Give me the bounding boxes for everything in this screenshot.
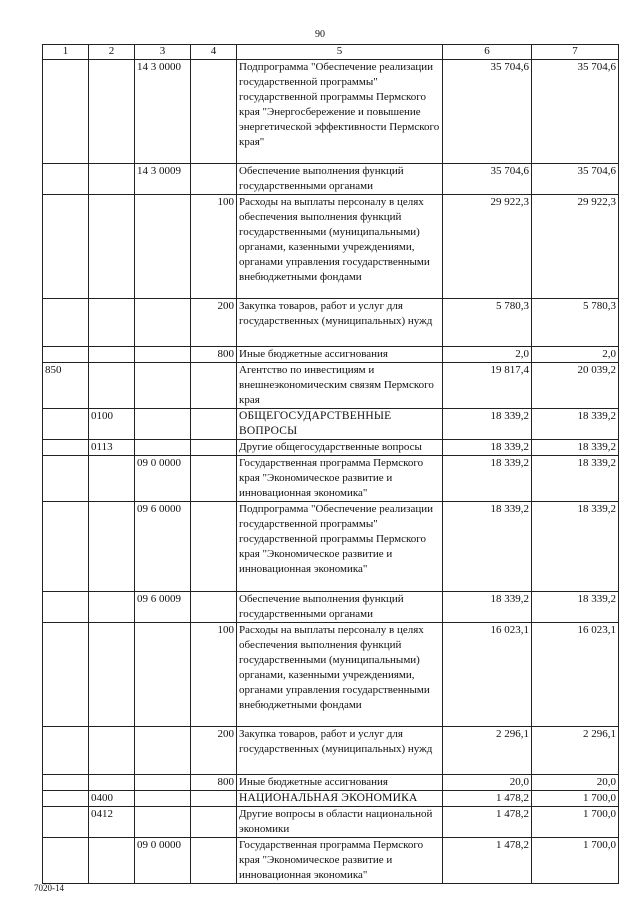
col-5-name: Государственная программа Пермского края "Экономическое развитие и инновационная экономика" xyxy=(237,456,443,502)
col-2-section xyxy=(89,502,135,592)
col-2-section: 0400 xyxy=(89,791,135,807)
col-7-amount: 35 704,6 xyxy=(532,164,619,195)
col-3-target-article: 14 3 0009 xyxy=(135,164,191,195)
col-7-amount: 18 339,2 xyxy=(532,440,619,456)
col-6-amount: 35 704,6 xyxy=(443,60,532,164)
col-1-code: 850 xyxy=(43,363,89,409)
col-4-expense-type xyxy=(191,838,237,884)
col-6-amount: 5 780,3 xyxy=(443,299,532,347)
budget-table xyxy=(42,44,619,884)
col-5-name: Обеспечение выполнения функций государственными органами xyxy=(237,592,443,623)
column-header-4: 4 xyxy=(191,45,237,60)
col-3-target-article: 09 0 0000 xyxy=(135,838,191,884)
col-6-amount: 18 339,2 xyxy=(443,592,532,623)
col-5-name: Закупка товаров, работ и услуг для государственных (муниципальных) нужд xyxy=(237,299,443,347)
table-row xyxy=(43,791,619,807)
col-3-target-article: 14 3 0000 xyxy=(135,60,191,164)
table-row xyxy=(43,347,619,363)
col-2-section xyxy=(89,299,135,347)
col-3-target-article xyxy=(135,347,191,363)
col-3-target-article: 09 0 0000 xyxy=(135,456,191,502)
col-1-code xyxy=(43,623,89,727)
column-header-2: 2 xyxy=(89,45,135,60)
col-4-expense-type xyxy=(191,456,237,502)
col-1-code xyxy=(43,409,89,440)
col-6-amount: 16 023,1 xyxy=(443,623,532,727)
col-5-name: Другие вопросы в области национальной экономики xyxy=(237,807,443,838)
table-body xyxy=(43,60,619,884)
col-3-target-article xyxy=(135,791,191,807)
col-7-amount: 18 339,2 xyxy=(532,502,619,592)
col-1-code xyxy=(43,592,89,623)
table-row xyxy=(43,440,619,456)
col-2-section xyxy=(89,592,135,623)
col-3-target-article xyxy=(135,727,191,775)
col-6-amount: 2,0 xyxy=(443,347,532,363)
col-4-expense-type: 200 xyxy=(191,299,237,347)
col-6-amount: 1 478,2 xyxy=(443,807,532,838)
col-2-section xyxy=(89,727,135,775)
col-5-name: Обеспечение выполнения функций государственными органами xyxy=(237,164,443,195)
table-row xyxy=(43,502,619,592)
col-4-expense-type: 100 xyxy=(191,195,237,299)
col-4-expense-type xyxy=(191,807,237,838)
col-2-section xyxy=(89,195,135,299)
col-6-amount: 29 922,3 xyxy=(443,195,532,299)
col-7-amount: 16 023,1 xyxy=(532,623,619,727)
col-2-section xyxy=(89,363,135,409)
col-3-target-article xyxy=(135,807,191,838)
col-3-target-article: 09 6 0009 xyxy=(135,592,191,623)
col-1-code xyxy=(43,195,89,299)
col-2-section xyxy=(89,164,135,195)
col-3-target-article xyxy=(135,623,191,727)
col-7-amount: 35 704,6 xyxy=(532,60,619,164)
table-row xyxy=(43,456,619,502)
col-5-name: Подпрограмма "Обеспечение реализации государственной программы" государственной программы Пермского края "Энергосбережение и повышение энергетической эффективности Пермского края" xyxy=(237,60,443,164)
table-row xyxy=(43,775,619,791)
col-2-section xyxy=(89,623,135,727)
col-1-code xyxy=(43,727,89,775)
col-2-section: 0100 xyxy=(89,409,135,440)
table-row xyxy=(43,299,619,347)
col-3-target-article xyxy=(135,409,191,440)
table-row xyxy=(43,195,619,299)
col-5-name: НАЦИОНАЛЬНАЯ ЭКОНОМИКА xyxy=(237,791,443,807)
col-5-name: ОБЩЕГОСУДАРСТВЕННЫЕ ВОПРОСЫ xyxy=(237,409,443,440)
col-3-target-article xyxy=(135,440,191,456)
col-5-name: Расходы на выплаты персоналу в целях обеспечения выполнения функций государственными (муниципальными) органами, казенными учреждениями, органами управления государственными внебюджетными фондами xyxy=(237,195,443,299)
col-7-amount: 29 922,3 xyxy=(532,195,619,299)
column-header-6: 6 xyxy=(443,45,532,60)
col-7-amount: 2,0 xyxy=(532,347,619,363)
col-1-code xyxy=(43,502,89,592)
col-6-amount: 2 296,1 xyxy=(443,727,532,775)
col-3-target-article xyxy=(135,775,191,791)
col-1-code xyxy=(43,791,89,807)
col-4-expense-type xyxy=(191,592,237,623)
col-1-code xyxy=(43,347,89,363)
col-1-code xyxy=(43,775,89,791)
col-6-amount: 19 817,4 xyxy=(443,363,532,409)
col-5-name: Агентство по инвестициям и внешнеэкономическим связям Пермского края xyxy=(237,363,443,409)
col-1-code xyxy=(43,807,89,838)
col-2-section xyxy=(89,456,135,502)
col-1-code xyxy=(43,299,89,347)
col-7-amount: 5 780,3 xyxy=(532,299,619,347)
col-1-code xyxy=(43,60,89,164)
col-7-amount: 18 339,2 xyxy=(532,456,619,502)
col-6-amount: 20,0 xyxy=(443,775,532,791)
col-4-expense-type xyxy=(191,60,237,164)
table-row xyxy=(43,623,619,727)
col-6-amount: 1 478,2 xyxy=(443,791,532,807)
col-6-amount: 1 478,2 xyxy=(443,838,532,884)
col-5-name: Расходы на выплаты персоналу в целях обеспечения выполнения функций государственными (муниципальными) органами, казенными учреждениями, органами управления государственными внебюджетными фондами xyxy=(237,623,443,727)
col-7-amount: 2 296,1 xyxy=(532,727,619,775)
col-2-section xyxy=(89,60,135,164)
col-2-section: 0412 xyxy=(89,807,135,838)
page-number: 90 xyxy=(315,29,325,40)
col-4-expense-type xyxy=(191,409,237,440)
col-4-expense-type xyxy=(191,791,237,807)
col-4-expense-type: 800 xyxy=(191,347,237,363)
table-row xyxy=(43,592,619,623)
col-4-expense-type xyxy=(191,363,237,409)
table-row xyxy=(43,409,619,440)
col-6-amount: 18 339,2 xyxy=(443,456,532,502)
col-4-expense-type: 200 xyxy=(191,727,237,775)
column-header-3: 3 xyxy=(135,45,191,60)
col-5-name: Подпрограмма "Обеспечение реализации государственной программы" государственной программы Пермского края "Экономическое развитие и инновационная экономика" xyxy=(237,502,443,592)
col-7-amount: 20 039,2 xyxy=(532,363,619,409)
col-4-expense-type xyxy=(191,502,237,592)
col-6-amount: 18 339,2 xyxy=(443,502,532,592)
col-4-expense-type: 800 xyxy=(191,775,237,791)
col-3-target-article xyxy=(135,299,191,347)
col-2-section xyxy=(89,838,135,884)
col-3-target-article: 09 6 0000 xyxy=(135,502,191,592)
col-2-section: 0113 xyxy=(89,440,135,456)
col-7-amount: 1 700,0 xyxy=(532,807,619,838)
document-code: 7020-14 xyxy=(34,883,64,893)
col-6-amount: 35 704,6 xyxy=(443,164,532,195)
col-4-expense-type xyxy=(191,164,237,195)
col-1-code xyxy=(43,440,89,456)
col-1-code xyxy=(43,164,89,195)
col-6-amount: 18 339,2 xyxy=(443,440,532,456)
col-5-name: Другие общегосударственные вопросы xyxy=(237,440,443,456)
table-header-row xyxy=(43,45,619,60)
column-header-1: 1 xyxy=(43,45,89,60)
col-7-amount: 1 700,0 xyxy=(532,791,619,807)
col-2-section xyxy=(89,775,135,791)
col-5-name: Иные бюджетные ассигнования xyxy=(237,347,443,363)
table-row xyxy=(43,807,619,838)
table-row xyxy=(43,838,619,884)
col-7-amount: 18 339,2 xyxy=(532,409,619,440)
col-7-amount: 18 339,2 xyxy=(532,592,619,623)
col-5-name: Государственная программа Пермского края "Экономическое развитие и инновационная экономика" xyxy=(237,838,443,884)
col-1-code xyxy=(43,456,89,502)
col-3-target-article xyxy=(135,363,191,409)
table-row xyxy=(43,164,619,195)
table-row xyxy=(43,363,619,409)
table-row xyxy=(43,727,619,775)
col-7-amount: 20,0 xyxy=(532,775,619,791)
table-row xyxy=(43,60,619,164)
col-6-amount: 18 339,2 xyxy=(443,409,532,440)
col-5-name: Закупка товаров, работ и услуг для государственных (муниципальных) нужд xyxy=(237,727,443,775)
col-3-target-article xyxy=(135,195,191,299)
col-4-expense-type xyxy=(191,440,237,456)
col-2-section xyxy=(89,347,135,363)
col-1-code xyxy=(43,838,89,884)
col-7-amount: 1 700,0 xyxy=(532,838,619,884)
column-header-7: 7 xyxy=(532,45,619,60)
col-4-expense-type: 100 xyxy=(191,623,237,727)
col-5-name: Иные бюджетные ассигнования xyxy=(237,775,443,791)
column-header-5: 5 xyxy=(237,45,443,60)
